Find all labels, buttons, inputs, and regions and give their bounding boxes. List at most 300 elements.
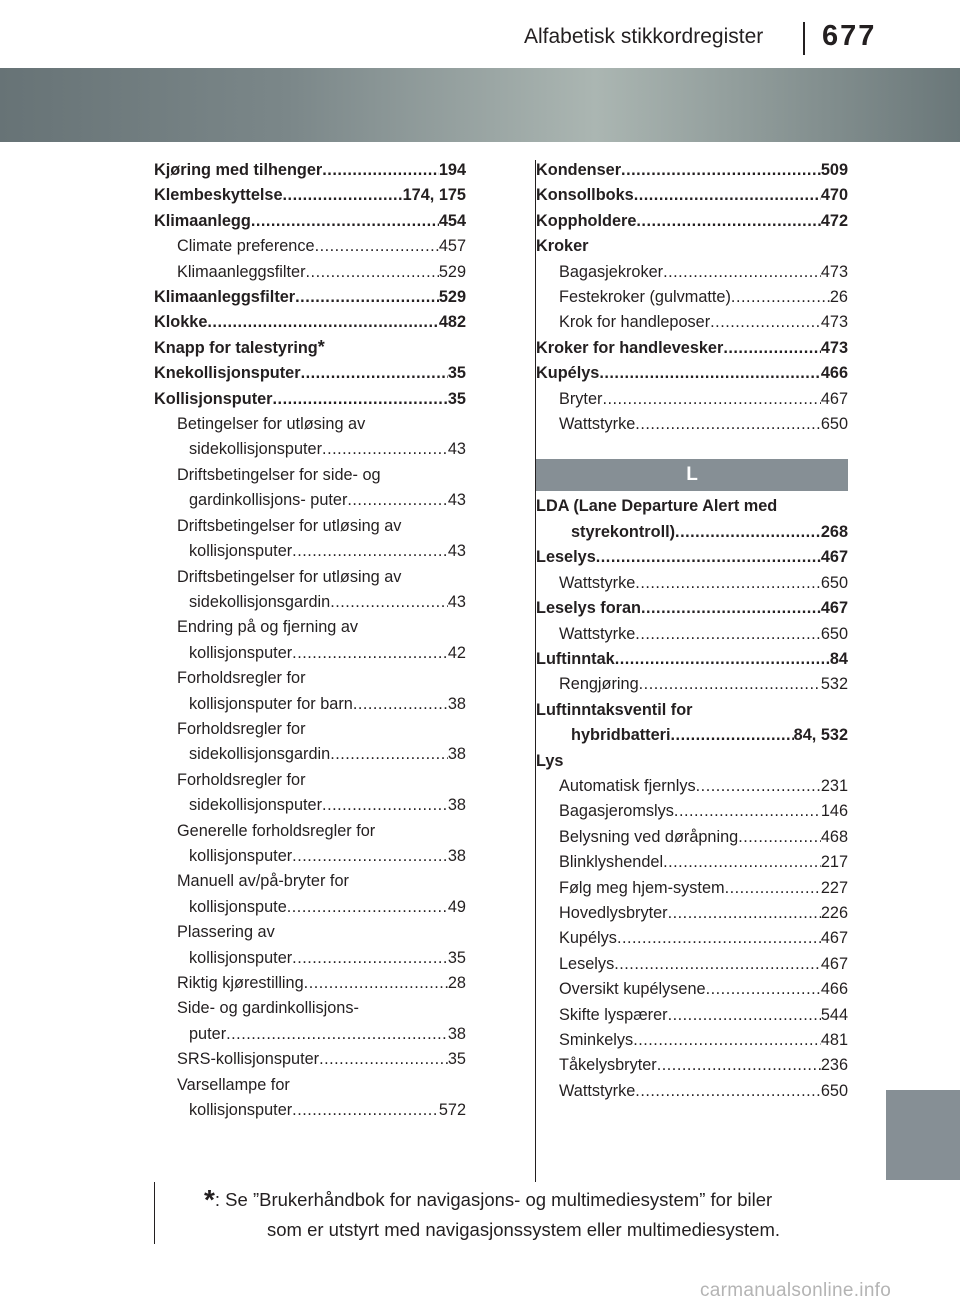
index-entry-label: Klimaanleggsfilter (177, 262, 306, 281)
index-entry-row (536, 209, 848, 234)
dot-leader (283, 183, 403, 208)
index-entry-label: Knekollisjonsputer (154, 364, 301, 383)
index-entry-label: Leselys (559, 954, 615, 973)
index-entry-label: Klimaanlegg (154, 211, 251, 230)
index-entry-label: Krok for handleposer (559, 313, 711, 332)
index-entry-row (536, 158, 848, 183)
index-entry (536, 901, 848, 926)
index-entry-label: gardinkollisjons- puter (189, 491, 348, 510)
index-entry-label: kollisjonsputer (189, 643, 293, 662)
index-entry-label: Leselys foran (536, 599, 641, 618)
index-entry-label: hybridbatteri (571, 726, 671, 745)
index-entry-label: Riktig kjørestilling (177, 974, 304, 992)
dot-leader (663, 260, 821, 285)
index-entry (154, 488, 466, 513)
index-entry-row (559, 926, 848, 951)
index-entry-row (559, 260, 848, 285)
index-entry (536, 977, 848, 1002)
index-entry-page: 529 (438, 262, 466, 281)
index-entry (536, 622, 848, 647)
index-entry-row (559, 774, 848, 799)
index-entry-label: Klembeskyttelse (154, 186, 283, 205)
index-entry (536, 723, 848, 748)
index-entry-row (559, 387, 848, 412)
index-entry (536, 749, 848, 774)
footnote-rule (154, 1182, 155, 1244)
dot-leader (617, 926, 821, 951)
index-entry-page: 473 (820, 313, 848, 332)
index-entry (154, 437, 466, 462)
index-entry (154, 361, 466, 386)
index-entry-row (559, 799, 848, 824)
footnote-line-1: : Se ”Brukerhåndbok for navigasjons- og multimediesystem” for biler (214, 1189, 773, 1210)
dot-leader (657, 1053, 821, 1078)
dot-leader (671, 723, 794, 748)
index-entry (154, 310, 466, 335)
index-entry-row (189, 895, 466, 920)
index-entry-heading: Endring på og fjerning av (177, 618, 359, 637)
index-entry-page: 43 (447, 542, 466, 561)
index-entry (536, 361, 848, 386)
index-entry-row (189, 590, 466, 615)
index-entry-page: 43 (447, 491, 466, 510)
index-entry (536, 799, 848, 824)
dot-leader (636, 209, 820, 234)
index-entry-heading: Forholdsregler for (177, 719, 306, 738)
index-entry-label: Hovedlysbryter (559, 903, 668, 922)
watermark: carmanualsonline.info (700, 1280, 892, 1301)
index-entry-label: Leselys (536, 548, 596, 567)
index-entry (536, 1028, 848, 1053)
index-entry (154, 183, 466, 208)
dot-leader (295, 285, 439, 310)
index-entry-label: Bagasjekroker (559, 262, 664, 281)
index-entry-label: Konsollboks (536, 186, 634, 205)
dot-leader (322, 793, 448, 818)
index-entry-label: Blinklyshendel (559, 853, 664, 872)
dot-leader (292, 946, 448, 971)
dot-leader (330, 590, 448, 615)
index-entry (154, 387, 466, 412)
dot-leader (353, 692, 448, 717)
index-entry-page: 43 (447, 440, 466, 459)
index-entry-page: 482 (438, 313, 466, 332)
index-entry-label: Wattstyrke (559, 415, 636, 434)
index-entry-heading: Betingelser for utløsing av (177, 415, 366, 434)
index-entry-row (189, 946, 466, 971)
index-entry (154, 539, 466, 564)
index-entry-row (559, 412, 848, 437)
index-entry (154, 1047, 466, 1072)
index-entry (154, 946, 466, 971)
index-entry (536, 774, 848, 799)
index-entry-label: Koppholdere (536, 211, 637, 230)
index-entry (154, 1022, 466, 1047)
index-entry-page: 467 (820, 548, 848, 567)
index-entry-label: Belysning ved døråpning (559, 827, 739, 846)
index-entry (154, 209, 466, 234)
index-entry-label: Kupélys (536, 364, 600, 383)
footnote-line-2: som er utstyrt med navigasjonssystem eller multimediesystem. (267, 1219, 781, 1240)
index-entry-label: kollisjonsputer (189, 542, 293, 561)
dot-leader (596, 545, 821, 570)
index-entry-page: 467 (820, 929, 848, 948)
top-rule (0, 0, 960, 8)
index-entry-label: Klimaanleggsfilter (154, 288, 296, 307)
index-entry-row (536, 749, 848, 774)
index-entry-label: kollisjonsputer (189, 846, 293, 865)
index-entry-row (559, 571, 848, 596)
index-entry-row (189, 742, 466, 767)
index-entry-page: 35 (447, 948, 466, 967)
index-entry (154, 844, 466, 869)
index-entry-page: 35 (447, 364, 466, 383)
index-entry-heading: Forholdsregler for (177, 770, 306, 789)
index-entry-row (154, 361, 466, 386)
dot-leader (633, 1028, 821, 1053)
index-entry-page: 468 (820, 827, 848, 846)
index-entry-row (559, 1079, 848, 1104)
dot-leader (635, 1079, 821, 1104)
index-entry-label: Tåkelysbryter (559, 1056, 657, 1075)
index-entry (536, 1053, 848, 1078)
index-entry-heading: Generelle forholdsregler for (177, 821, 376, 840)
index-entry (154, 260, 466, 285)
index-entry-page: 473 (820, 262, 848, 281)
index-entry-page: 454 (438, 211, 466, 230)
index-entry-page: 529 (438, 288, 466, 307)
index-entry-row (536, 336, 848, 361)
index-entry-row (189, 692, 466, 717)
dot-leader (292, 641, 448, 666)
index-entry-label: Lys (536, 751, 564, 770)
index-entry-page: 467 (820, 954, 848, 973)
index-group-k (536, 158, 848, 437)
index-entry-row (559, 310, 848, 335)
index-entry-row (177, 971, 466, 996)
index-entry-label: Oversikt kupélysene (559, 980, 706, 999)
index-entry-row (536, 361, 848, 386)
dot-leader (319, 1047, 448, 1072)
index-entry-row (154, 183, 466, 208)
index-entry-heading: Forholdsregler for (177, 669, 306, 688)
footnote-star: * (204, 1184, 215, 1215)
index-entry-label: Sminkelys (559, 1031, 634, 1049)
index-entry-row (189, 539, 466, 564)
index-entry-page: 26 (829, 288, 848, 307)
dot-leader (663, 850, 821, 875)
index-entry-row (154, 310, 466, 335)
index-entry-page: 226 (820, 903, 848, 922)
dot-leader (287, 895, 448, 920)
dot-leader (641, 596, 821, 621)
index-entry-label: Bagasjeromslys (559, 802, 674, 821)
index-entry (536, 336, 848, 361)
index-entry-label: Climate preference (177, 237, 315, 256)
index-entry (536, 158, 848, 183)
dot-leader (738, 825, 821, 850)
index-entry-label: kollisjonsputer (189, 1101, 293, 1120)
dot-leader (226, 1022, 448, 1047)
index-entry-label: Kollisjonsputer (154, 389, 273, 408)
index-entry-row (189, 488, 466, 513)
index-entry-page: 28 (447, 974, 466, 992)
index-entry-label: sidekollisjonsgardin (189, 745, 331, 764)
index-entry (536, 545, 848, 570)
index-entry-page: 544 (820, 1005, 848, 1024)
index-entry-page: 481 (820, 1031, 848, 1049)
index-entry (154, 234, 466, 259)
dot-leader (301, 361, 448, 386)
index-entry (536, 183, 848, 208)
index-entry-label: Automatisk fjernlys (559, 776, 696, 795)
dot-leader (674, 799, 821, 824)
header-banner (0, 68, 960, 142)
index-entry-row (536, 234, 848, 259)
dot-leader (639, 672, 821, 697)
index-entry (154, 285, 466, 310)
index-entry-page: 532 (820, 675, 848, 694)
index-entry-label: Bryter (559, 389, 603, 408)
index-entry-row (189, 437, 466, 462)
index-entry-page: 35 (447, 389, 466, 408)
index-entry-heading: Driftsbetingelser for utløsing av (177, 567, 402, 586)
dot-leader (322, 437, 448, 462)
index-entry-row (559, 876, 848, 901)
index-entry-row (536, 545, 848, 570)
index-entry (154, 895, 466, 920)
dot-leader (706, 977, 821, 1002)
dot-leader (731, 285, 830, 310)
index-entry (536, 387, 848, 412)
index-entry-page: 236 (820, 1056, 848, 1075)
dot-leader (668, 1003, 821, 1028)
index-entry (536, 520, 848, 545)
index-entry (536, 672, 848, 697)
index-entry-row (536, 596, 848, 621)
index-entry-row (559, 977, 848, 1002)
index-entry-label: styrekontroll) (571, 522, 676, 541)
dot-leader (315, 234, 439, 259)
index-entry-page: 38 (447, 1024, 466, 1043)
index-entry-row (559, 825, 848, 850)
index-entry-page: 473 (820, 338, 848, 357)
index-entry (536, 412, 848, 437)
index-entry (536, 1003, 848, 1028)
index-entry-label: kollisjonsputer (189, 948, 293, 967)
index-entry-page: 231 (820, 776, 848, 795)
index-entry-page: 572 (438, 1101, 466, 1120)
dot-leader (602, 387, 820, 412)
dot-leader (675, 520, 821, 545)
index-entry-row (154, 209, 466, 234)
chapter-thumb-tab (886, 1090, 960, 1180)
index-entry-row (154, 285, 466, 310)
index-entry-row (559, 672, 848, 697)
index-entry (154, 971, 466, 996)
index-entry-row (559, 1003, 848, 1028)
index-entry-label: puter (189, 1024, 227, 1043)
index-entry-page: 84, 532 (793, 726, 848, 745)
index-entry-label: kollisjonspute (189, 897, 287, 916)
dot-leader (304, 971, 448, 996)
dot-leader (710, 310, 821, 335)
index-entry (154, 692, 466, 717)
index-entry-page: 509 (820, 161, 848, 179)
dot-leader (615, 647, 830, 672)
index-entry-row (154, 387, 466, 412)
header-title: Alfabetisk stikkordregister (524, 25, 764, 48)
index-entry-label: sidekollisjonsputer (189, 440, 323, 459)
index-entry-label: Wattstyrke (559, 624, 636, 643)
index-entry-label: Wattstyrke (559, 573, 636, 592)
index-entry-row (536, 647, 848, 672)
index-entry (154, 793, 466, 818)
index-entry (536, 234, 848, 259)
index-entry-label: Kondenser (536, 161, 622, 179)
index-entry-row (189, 641, 466, 666)
index-entry-page: 38 (447, 745, 466, 764)
index-entry-page: 470 (820, 186, 848, 205)
footnote (204, 1185, 854, 1245)
index-entry (536, 596, 848, 621)
page-number: 677 (822, 20, 877, 52)
index-entry-label: Knapp for talestyring (154, 338, 318, 357)
index-entry-page: 42 (447, 643, 466, 662)
index-entry-row (189, 1022, 466, 1047)
dot-leader (635, 412, 821, 437)
index-entry-row: Knapp for talestyring * (154, 336, 466, 361)
index-entry-page: 467 (820, 599, 848, 618)
index-entry (536, 952, 848, 977)
index-entry-heading: Driftsbetingelser for side- og (177, 465, 381, 484)
index-entry-label: Kjøring med tilhenger (154, 161, 323, 179)
index-entry (154, 641, 466, 666)
index-entry-page: 43 (447, 592, 466, 611)
index-entry-row (571, 723, 848, 748)
index-entry-heading: Driftsbetingelser for utløsing av (177, 516, 402, 535)
index-entry-row (559, 1028, 848, 1053)
index-entry-row (559, 952, 848, 977)
index-entry-label: Klokke (154, 313, 208, 332)
index-entry-page: 35 (447, 1050, 466, 1069)
index-entry-label: Kupélys (559, 929, 617, 948)
dot-leader (347, 488, 448, 513)
index-entry-page: 650 (820, 624, 848, 643)
index-entry (536, 310, 848, 335)
index-entry-label: Rengjøring (559, 675, 639, 694)
dot-leader (322, 158, 439, 183)
dot-leader (251, 209, 439, 234)
index-entry-page: 457 (438, 237, 466, 256)
index-entry-row (559, 285, 848, 310)
index-entry (536, 647, 848, 672)
index-entry-page: 194 (438, 161, 466, 179)
index-entry-page: 38 (447, 796, 466, 815)
section-letter-band: L (536, 459, 848, 491)
index-entry-label: sidekollisjonsgardin (189, 592, 331, 611)
index-entry-heading: Luftinntaksventil for (536, 700, 693, 719)
index-entry-page: 466 (820, 364, 848, 383)
dot-leader (635, 622, 821, 647)
index-entry (536, 926, 848, 951)
index-entry (536, 1079, 848, 1104)
index-column-left (154, 158, 466, 1123)
index-entry-page: 268 (820, 522, 848, 541)
dot-leader (614, 952, 821, 977)
index-entry-label: Følg meg hjem-system (559, 878, 725, 897)
index-entry-page: 650 (820, 573, 848, 592)
index-entry-page: 466 (820, 980, 848, 999)
index-entry-label: sidekollisjonsputer (189, 796, 323, 815)
index-entry-page: 84 (829, 649, 848, 668)
index-entry (536, 285, 848, 310)
index-entry-row (559, 850, 848, 875)
index-entry-row (177, 234, 466, 259)
dot-leader (725, 876, 821, 901)
index-entry-page: 227 (820, 878, 848, 897)
dot-leader (292, 844, 448, 869)
index-entry-heading: Manuell av/på-bryter for (177, 872, 349, 891)
index-entry-heading: LDA (Lane Departure Alert med (536, 497, 778, 516)
index-entry-page: 472 (820, 211, 848, 230)
index-entry-label: Festekroker (gulvmatte) (559, 288, 731, 307)
dot-leader (330, 742, 448, 767)
index-entry-page: 146 (820, 802, 848, 821)
index-entry-row (189, 793, 466, 818)
index-entry-label: Kroker (536, 237, 589, 256)
index-entry (536, 209, 848, 234)
index-entry-page: 650 (820, 1081, 848, 1100)
index-group-l (536, 494, 848, 1104)
index-entry-row (154, 158, 466, 183)
index-entry-label: SRS-kollisjonsputer (177, 1050, 320, 1069)
index-entry (536, 825, 848, 850)
dot-leader (634, 183, 821, 208)
index-entry (154, 1098, 466, 1123)
index-entry-heading: Varsellampe for (177, 1075, 290, 1094)
index-entry-label: kollisjonsputer for barn (189, 694, 353, 713)
index-entry-row (189, 1098, 466, 1123)
index-entry (536, 850, 848, 875)
index-entry-page: 217 (820, 853, 848, 872)
index-entry-row (559, 901, 848, 926)
dot-leader (292, 539, 448, 564)
dot-leader (306, 260, 439, 285)
dot-leader (668, 901, 821, 926)
index-entry-heading: Plassering av (177, 923, 275, 942)
index-entry-page: 467 (820, 389, 848, 408)
index-entry-row (571, 520, 848, 545)
index-entry-page: 650 (820, 415, 848, 434)
index-entry-page: 38 (447, 694, 466, 713)
index-column-right (536, 158, 848, 1104)
index-entry-row (189, 844, 466, 869)
header-separator (803, 22, 805, 55)
dot-leader (621, 158, 821, 183)
index-entry-label: Skifte lyspærer (559, 1005, 668, 1024)
index-entry-row (559, 1053, 848, 1078)
index-entry (536, 571, 848, 596)
index-entry-page: 174, 175 (402, 186, 466, 205)
index-entry-label: Kroker for handlevesker (536, 338, 724, 357)
dot-leader (292, 1098, 439, 1123)
index-entry-page: 49 (447, 897, 466, 916)
dot-leader (207, 310, 438, 335)
index-entry-label: Luftinntak (536, 649, 615, 668)
index-entry-label: Wattstyrke (559, 1081, 636, 1100)
index-entry (536, 876, 848, 901)
